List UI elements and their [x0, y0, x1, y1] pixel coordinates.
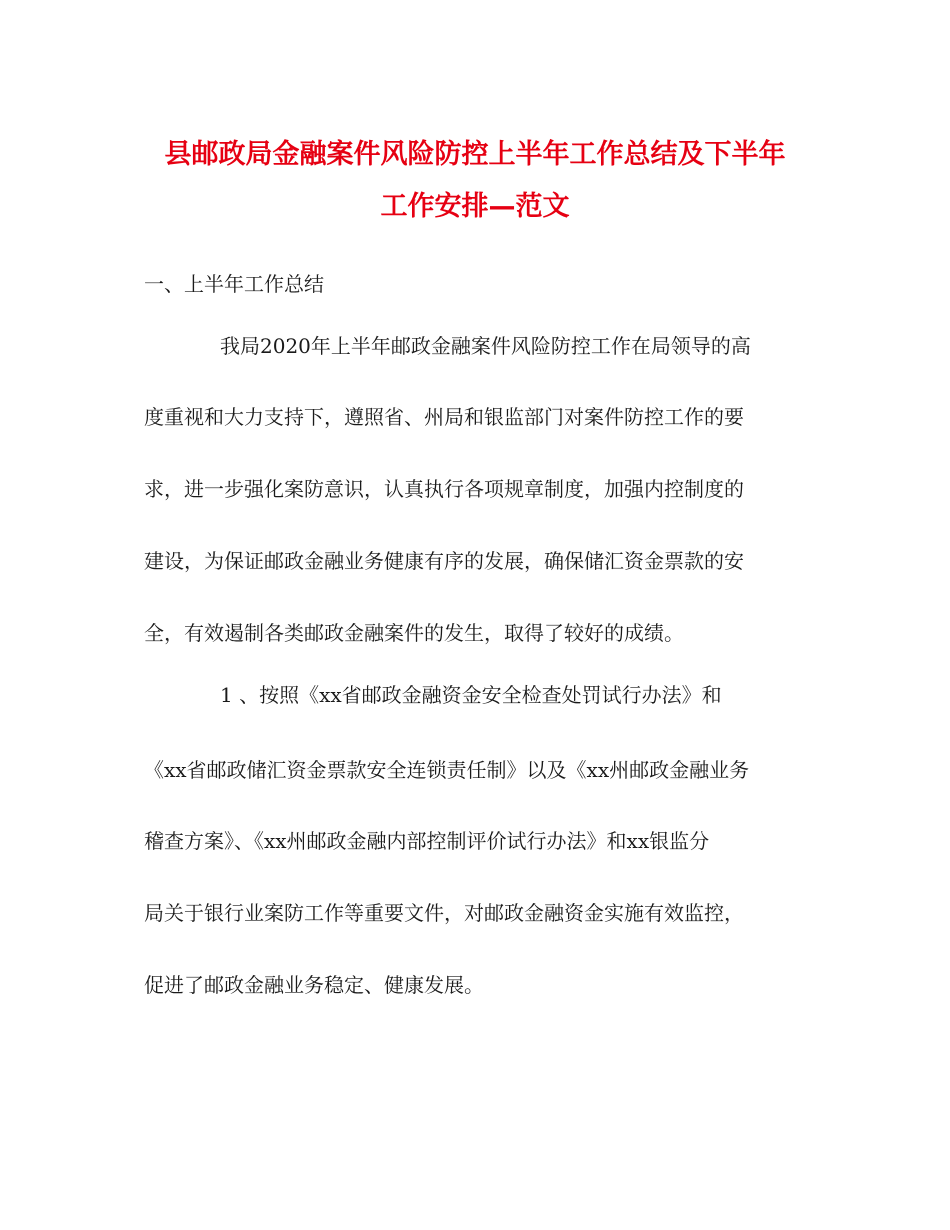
- document-title-line-2: 工作安排—范文: [380, 191, 570, 222]
- paragraph-2-line-1: 1 、按照《xx省邮政金融资金安全检查处罚试行办法》和: [220, 683, 722, 707]
- document-title-line-1: 县邮政局金融案件风险防控上半年工作总结及下半年: [164, 139, 786, 170]
- paragraph-2-line-2: 《xx省邮政储汇资金票款安全连锁责任制》以及《xx州邮政金融业务: [144, 758, 750, 782]
- paragraph-1-line-3: 求，进一步强化案防意识，认真执行各项规章制度，加强内控制度的: [144, 477, 744, 501]
- section-heading: 一、上半年工作总结: [144, 272, 324, 296]
- paragraph-1-line-1: 我局2020年上半年邮政金融案件风险防控工作在局领导的高: [220, 334, 751, 358]
- paragraph-1-line-5: 全，有效遏制各类邮政金融案件的发生，取得了较好的成绩。: [144, 621, 684, 645]
- paragraph-1-line-4: 建设，为保证邮政金融业务健康有序的发展，确保储汇资金票款的安: [144, 549, 744, 573]
- paragraph-2-line-5: 促进了邮政金融业务稳定、健康发展。: [144, 973, 484, 997]
- paragraph-2-line-3: 稽查方案》、《xx州邮政金融内部控制评价试行办法》和xx银监分: [144, 829, 710, 853]
- paragraph-2-line-4: 局关于银行业案防工作等重要文件，对邮政金融资金实施有效监控，: [144, 901, 744, 925]
- paragraph-1-line-2: 度重视和大力支持下，遵照省、州局和银监部门对案件防控工作的要: [144, 405, 744, 429]
